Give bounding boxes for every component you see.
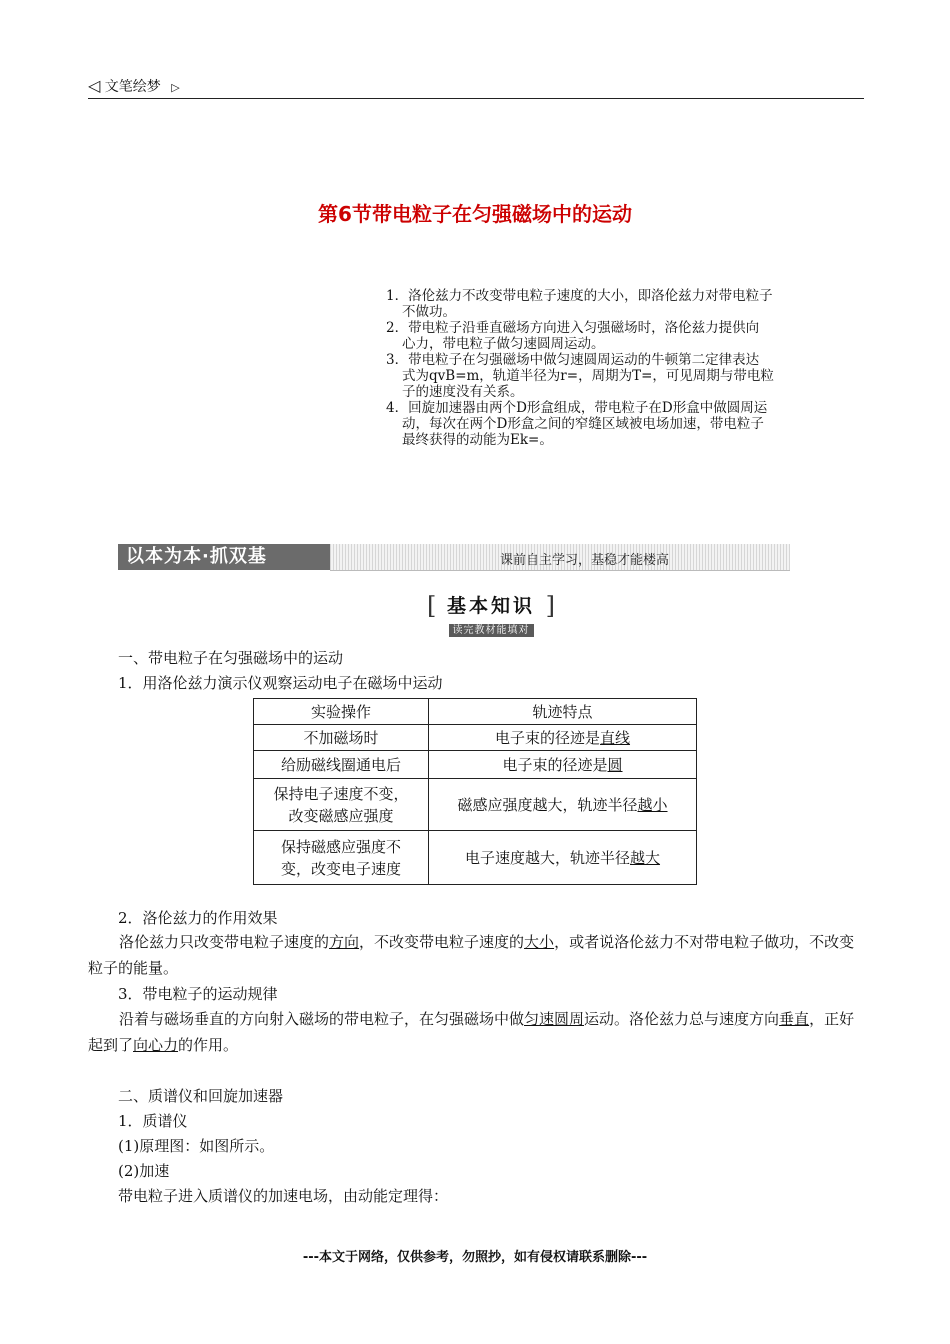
right-triangle-icon: ▷	[171, 81, 180, 94]
knowledge-title: 基本知识	[446, 595, 535, 617]
table-cell-trace: 电子速度越大，轨迹半径越大	[429, 831, 697, 885]
summary-list	[386, 288, 866, 448]
summary-item-1: 1．洛伦兹力不改变带电粒子速度的大小，即洛伦兹力对带电粒子	[386, 288, 773, 304]
table-cell-operation: 给励磁线圈通电后	[254, 751, 429, 779]
knowledge-badge	[427, 594, 555, 634]
page-title: 第6节带电粒子在匀强磁场中的运动	[318, 202, 632, 226]
section-2-sub-2: (2)加速	[118, 1162, 170, 1180]
section-2-line: 带电粒子进入质谱仪的加速电场，由动能定理得：	[118, 1187, 449, 1205]
table-row	[254, 751, 697, 779]
section-2-item-1: 1．质谱仪	[118, 1112, 188, 1130]
table-cell-trace: 磁感应强度越大，轨迹半径越小	[429, 779, 697, 831]
header-brand: 文笔绘梦	[104, 79, 161, 95]
table-cell-operation: 不加磁场时	[254, 725, 429, 751]
summary-item-3-cont: 式为qvB=m，轨道半径为r=，周期为T=，可见周期与带电粒	[402, 368, 774, 384]
summary-item-1-cont: 不做功。	[402, 304, 456, 320]
summary-item-4-cont2: 最终获得的动能为Ek=。	[402, 432, 553, 448]
section-banner	[118, 542, 790, 572]
section-1-item-3: 3．带电粒子的运动规律	[118, 985, 278, 1003]
table-header-cell: 实验操作	[254, 699, 429, 725]
section-1-item-1: 1．用洛伦兹力演示仪观察运动电子在磁场中运动	[118, 674, 443, 692]
section-1-item-3-paragraph: 沿着与磁场垂直的方向射入磁场的带电粒子，在匀强磁场中做匀速圆周运动。洛伦兹力总与速度方向垂直，正好起到了向心力的作用。	[88, 1010, 855, 1054]
left-bracket-icon: [	[427, 592, 437, 620]
summary-item-2-cont: 心力，带电粒子做匀速圆周运动。	[402, 336, 605, 352]
summary-item-3: 3．带电粒子在匀强磁场中做匀速圆周运动的牛顿第二定律表达	[386, 352, 760, 368]
banner-strip	[330, 544, 790, 571]
page-header	[88, 74, 864, 99]
summary-item-2: 2．带电粒子沿垂直磁场方向进入匀强磁场时，洛伦兹力提供向	[386, 320, 760, 336]
page-footer: ---本文于网络，仅供参考，勿照抄，如有侵权请联系删除---	[302, 1250, 648, 1265]
summary-item-4: 4．回旋加速器由两个D形盒组成，带电粒子在D形盒中做圆周运	[386, 400, 768, 416]
table-cell-trace: 电子束的径迹是圆	[429, 751, 697, 779]
header-brand-row	[88, 76, 180, 96]
table-row	[254, 831, 697, 885]
table-cell-trace: 电子束的径迹是直线	[429, 725, 697, 751]
left-triangle-icon: ◁	[88, 76, 101, 95]
summary-item-4-cont: 动，每次在两个D形盒之间的窄缝区域被电场加速，带电粒子	[402, 416, 764, 432]
table-row	[254, 725, 697, 751]
banner-subtitle: 课前自主学习，基稳才能楼高	[500, 553, 670, 568]
table-row	[254, 779, 697, 831]
knowledge-subtitle: 读完教材能填对	[449, 624, 534, 637]
table-cell-operation: 保持电子速度不变， 改变磁感应强度	[254, 779, 429, 831]
table-header-row	[254, 699, 697, 725]
section-2-sub-1: (1)原理图：如图所示。	[118, 1137, 275, 1155]
table-header-cell: 轨迹特点	[429, 699, 697, 725]
section-2-heading: 二、质谱仪和回旋加速器	[118, 1087, 284, 1105]
section-1-heading: 一、带电粒子在匀强磁场中的运动	[118, 649, 344, 667]
summary-item-3-cont2: 子的速度没有关系。	[402, 384, 524, 400]
banner-title: 以本为本·抓双基	[118, 544, 330, 570]
table-cell-operation: 保持磁感应强度不 变，改变电子速度	[254, 831, 429, 885]
section-1-item-2: 2．洛伦兹力的作用效果	[118, 909, 278, 927]
right-bracket-icon: ]	[545, 592, 555, 620]
experiment-table	[253, 698, 697, 885]
section-1-item-2-paragraph: 洛伦兹力只改变带电粒子速度的方向，不改变带电粒子速度的大小，或者说洛伦兹力不对带电粒子做功，不改变粒子的能量。	[88, 933, 855, 977]
